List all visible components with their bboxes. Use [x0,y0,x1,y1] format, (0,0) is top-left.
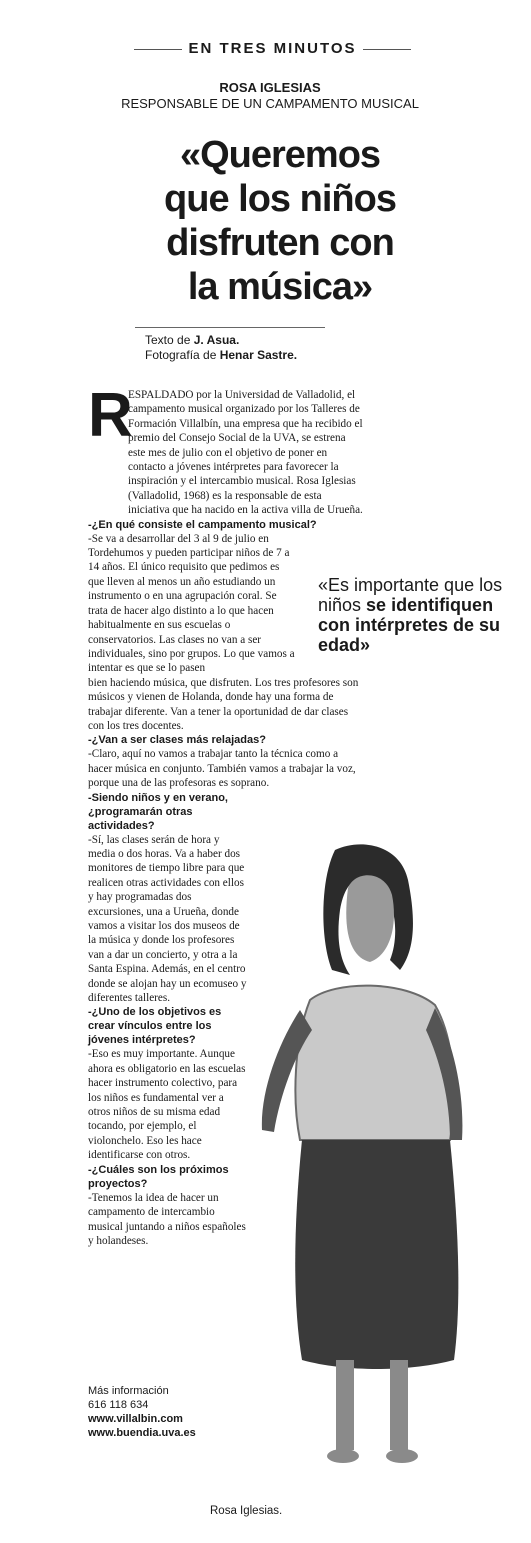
answer: -Eso es muy importante. Aunque ahora es obligatorio en las escuelas hacer instrumento colectivo, para [88,1048,246,1090]
answer: bien haciendo música, que disfruten. Los tres profesores son músicos y vienen de Holanda, donde hay una forma de trabajar diferente. Van a tener la oportunidad de dar clases con los tres docentes. [88,676,359,732]
answer: los niños es fundamental ver a otros niños de su misma edad tocando, por ejemplo, el violonchelo. Eso les hace identificarse con otros. [88,1091,224,1162]
contact-website[interactable]: www.villalbin.com [88,1413,183,1425]
headline-line: disfruten con [166,222,394,264]
right-leg-shape [390,1360,408,1450]
contact-info [88,1384,288,1440]
headline-line: «Queremos [179,134,381,176]
face-shape [346,875,394,962]
section-rule-left [134,49,182,50]
answer: -Sí, las clases serán de hora y media o dos horas. Va a haber dos monitores de tiempo libre para que realicen otras actividades con ellos y hay programadas dos excursiones, una a Urueña, donde vamos a visitar los dos museos de la música y donde los profesores van a dar un concierto, y otra a la Santa Espina. Además, en el centro donde se alojan hay un ecomuseo y diferentes talleres. [88,833,247,1005]
headline [110,133,450,309]
blouse-shape [295,986,454,1140]
question: -¿En qué consiste el campamento musical? [88,518,317,531]
headline-line: la música» [187,266,373,308]
left-shoe-shape [327,1449,359,1463]
article-intro: ESPALDADO por la Universidad de Valladolid, el campamento musical organizado por los Talleres de Formación Villalbín, una empresa que ha recibido el premio del Consejo Social de la UVA, se estrena este mes de julio con el objetivo de poner en contacto a jóvenes intérpretes para favorecer la inspiración y el intercambio musical. Rosa Iglesias (Valladolid, 1968) es la responsable de esta iniciativa que ha nacido en la activa villa de Urueña. [128,389,363,517]
headline-line: que los niños [164,178,396,220]
interviewee-name: ROSA IGLESIAS [219,80,321,95]
text-credit [145,333,365,348]
pull-quote-light: «Es importante que los niños [318,575,503,615]
text-credit-author: J. Asua. [193,333,240,347]
answer: -Claro, aquí no vamos a trabajar tanto la técnica como a hacer música en conjunto. También vamos a trabajar la voz, porque una de las profesoras es soprano. [88,748,356,790]
section-rule-right [363,49,411,50]
question: -Siendo niños y en verano, ¿programarán otras actividades? [88,791,228,832]
left-leg-shape [336,1360,354,1450]
skirt-shape [295,1140,458,1369]
interviewee [120,80,420,112]
section-label: EN TRES MINUTOS [188,40,357,57]
photo-credit [145,348,365,363]
drop-cap: R [88,381,133,450]
photo-credit-author: Henar Sastre. [219,348,298,362]
question: -¿Uno de los objetivos es crear vínculos entre los jóvenes intérpretes? [88,1006,222,1047]
answer: -Se va a desarrollar del 3 al 9 de julio en Tordehumos y pueden participar niños de 7 a 14 años. El único requisito que pedimos es que lleven al menos un año estudiando un instrumento o en una agrupación coral. Se trata de hacer algo distinto a lo que hacen habitualmente en sus escuelas o conservatorios. Las clases no van a ser individuales, sino por grupos. Lo que vamos a intentar es que se lo pasen [88,532,295,675]
contact-website[interactable]: www.buendia.uva.es [88,1427,196,1439]
question: -¿Cuáles son los próximos proyectos? [88,1163,229,1190]
credits [145,333,365,363]
question: -¿Van a ser clases más relajadas? [88,734,266,747]
answer: -Tenemos la idea de hacer un campamento de intercambio musical juntando a niños españoles y holandeses. [88,1191,246,1247]
contact-label: Más información [88,1385,169,1397]
contact-phone: 616 118 634 [88,1399,149,1411]
section-tag [95,40,450,57]
right-shoe-shape [386,1449,418,1463]
pull-quote-bold: se identifiquen con intérpretes de su edad» [318,595,501,655]
headline-divider [135,327,325,328]
text-credit-prefix: Texto de [145,333,194,347]
pull-quote [318,575,518,655]
photo-caption: Rosa Iglesias. [210,1505,283,1517]
interviewee-role: RESPONSABLE DE UN CAMPAMENTO MUSICAL [121,96,419,111]
photo-credit-prefix: Fotografía de [145,348,220,362]
